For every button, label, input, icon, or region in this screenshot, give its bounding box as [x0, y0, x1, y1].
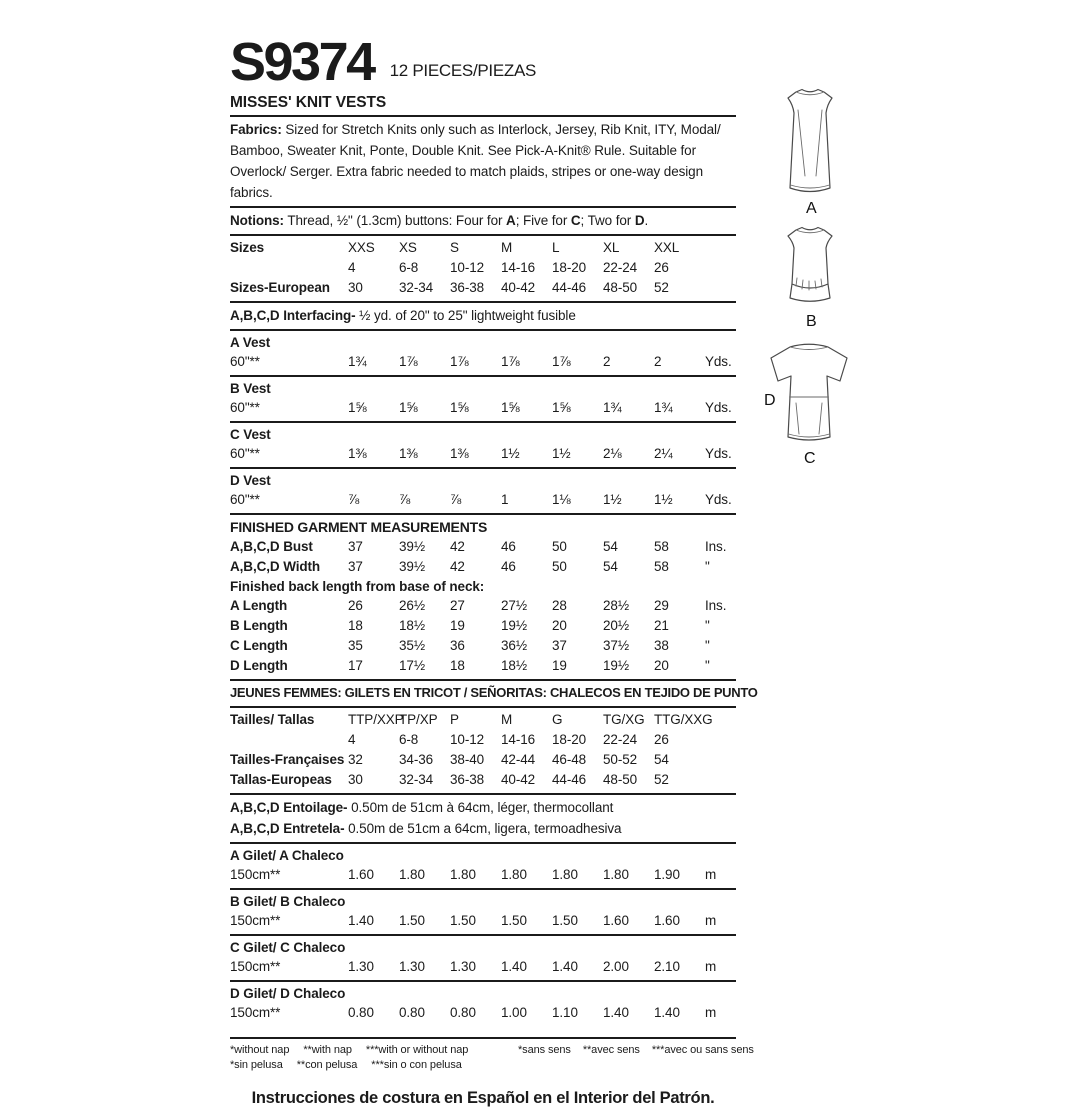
row-unit: "	[705, 658, 710, 673]
row-unit: Yds.	[705, 354, 732, 369]
row-unit: m	[705, 959, 717, 974]
cell: 0.80	[450, 1005, 476, 1020]
divider	[230, 793, 736, 795]
cell: 1.90	[654, 867, 680, 882]
cell: 1⅝	[399, 400, 418, 415]
entoilage-text: 0.50m de 51cm à 64cm, léger, thermocollant	[347, 800, 614, 815]
cell: 22-24	[603, 260, 638, 275]
fabric-width: 60"**	[230, 354, 260, 369]
cell: P	[450, 712, 459, 727]
cell: 1.80	[603, 867, 629, 882]
cell: 1⅝	[501, 400, 520, 415]
pattern-title: MISSES' KNIT VESTS	[230, 94, 387, 111]
cell: 1¾	[348, 354, 367, 369]
cell: ⅞	[399, 492, 411, 507]
cell: 44-46	[552, 280, 587, 295]
row-unit: m	[705, 913, 717, 928]
cell: 40-42	[501, 280, 536, 295]
cell: 20½	[603, 618, 629, 633]
cell: 46	[501, 539, 516, 554]
notions-text: ; Two for	[580, 213, 635, 228]
cell: 28½	[603, 598, 629, 613]
cell: 38	[654, 638, 669, 653]
bust-row	[230, 537, 736, 557]
yardage-row-b	[230, 398, 736, 418]
divider	[230, 980, 736, 982]
cell: 1½	[603, 492, 622, 507]
cell: 1¾	[654, 400, 673, 415]
cell: **con pelusa	[296, 1059, 358, 1071]
yardage-row-c	[230, 444, 736, 464]
cell: 26½	[399, 598, 425, 613]
cell: 1.50	[501, 913, 527, 928]
row-unit: Ins.	[705, 598, 727, 613]
cell: 1.40	[501, 959, 527, 974]
cell: 26	[654, 732, 669, 747]
pieces-count: 12 PIECES/PIEZAS	[389, 61, 537, 80]
cell: 6-8	[399, 260, 419, 275]
cell: 2.10	[654, 959, 680, 974]
row-unit: "	[705, 638, 710, 653]
divider	[230, 706, 736, 708]
back-length-subtitle: Finished back length from base of neck:	[230, 579, 485, 594]
section-d-vest: D Vest	[230, 473, 271, 488]
entretela-text: 0.50m de 51cm a 64cm, ligera, termoadhesiva	[344, 821, 622, 836]
section-a-gilet: A Gilet/ A Chaleco	[230, 848, 344, 863]
cell: ⅞	[450, 492, 462, 507]
notions-text: Thread, ½" (1.3cm) buttons: Four for	[283, 213, 507, 228]
cell: 1⅞	[450, 354, 469, 369]
row-label: Sizes	[230, 240, 265, 255]
cell: 40-42	[501, 772, 536, 787]
cell: 1.40	[348, 913, 374, 928]
divider	[230, 115, 736, 117]
header	[230, 34, 736, 90]
cell: 44-46	[552, 772, 587, 787]
metric-row-d	[230, 1003, 736, 1023]
cell: XS	[399, 240, 417, 255]
cell: 1½	[552, 446, 571, 461]
section-b-vest: B Vest	[230, 381, 271, 396]
section-c-gilet: C Gilet/ C Chaleco	[230, 940, 346, 955]
cell: 6-8	[399, 732, 419, 747]
metric-row-c	[230, 957, 736, 977]
notions-text: ; Five for	[515, 213, 571, 228]
divider	[230, 513, 736, 515]
cell: 32-34	[399, 280, 434, 295]
cell: 1⅝	[348, 400, 367, 415]
fabric-width: 60"**	[230, 492, 260, 507]
cell: *without nap	[230, 1044, 290, 1056]
cell: 1.80	[399, 867, 425, 882]
divider	[230, 301, 736, 303]
cell: ⅞	[348, 492, 360, 507]
cell: 54	[654, 752, 669, 767]
row-unit	[705, 750, 736, 770]
tailles-header-row	[230, 710, 736, 730]
tailles-number-row	[230, 730, 736, 750]
sizes-number-row	[230, 258, 736, 278]
cell: 46-48	[552, 752, 587, 767]
cell: 1.40	[552, 959, 578, 974]
row-label: Tailles/ Tallas	[230, 712, 315, 727]
cell: 1⅞	[501, 354, 520, 369]
cell: 50	[552, 559, 567, 574]
cell: 1⅝	[450, 400, 469, 415]
section-c-vest: C Vest	[230, 427, 271, 442]
cell: TG/XG	[603, 712, 645, 727]
cell: M	[501, 712, 513, 727]
tailles-francaises-row	[230, 750, 736, 770]
view-d-label: D	[764, 392, 776, 409]
cell: 1.60	[348, 867, 374, 882]
row-unit: "	[705, 618, 710, 633]
cell: L	[552, 240, 560, 255]
cell: 1.50	[552, 913, 578, 928]
row-label: B Length	[230, 618, 288, 633]
view-a-label: A	[806, 200, 817, 217]
cell: ***with or without nap	[365, 1044, 469, 1056]
row-unit: Yds.	[705, 400, 732, 415]
row-unit	[705, 238, 736, 258]
row-label: A,B,C,D Bust	[230, 539, 313, 554]
fabrics-text: Sized for Stretch Knits only such as Interlock, Jersey, Rib Knit, ITY, Modal/ Bamboo, Sweater Knit, Ponte, Double Knit. See Pick-A-Knit® Rule. Suitable for Overlock/ Serger. Extra fabric needed to match plaids, stripes or one-way design fabrics.	[230, 122, 721, 200]
notions-view-c: C	[570, 213, 581, 228]
cell: 48-50	[603, 280, 638, 295]
cell: 2⅛	[603, 446, 622, 461]
cell: 19½	[603, 658, 629, 673]
cell: 30	[348, 772, 363, 787]
cell: 14-16	[501, 732, 536, 747]
tallas-europeas-row	[230, 770, 736, 790]
french-spanish-header: JEUNES FEMMES: GILETS EN TRICOT / SEÑORITAS: CHALECOS EN TEJIDO DE PUNTO	[230, 685, 758, 700]
cell: 50	[552, 539, 567, 554]
cell: 1.00	[501, 1005, 527, 1020]
cell: 35	[348, 638, 363, 653]
divider	[230, 206, 736, 208]
cell: 1½	[501, 446, 520, 461]
cell: 37½	[603, 638, 629, 653]
metric-row-a	[230, 865, 736, 885]
cell: 4	[348, 260, 356, 275]
divider	[230, 934, 736, 936]
cell: TP/XP	[399, 712, 438, 727]
divider	[230, 1037, 736, 1039]
cell: 1¾	[603, 400, 622, 415]
notions-view-d: D	[634, 213, 645, 228]
divider	[230, 375, 736, 377]
notions-line	[230, 210, 736, 231]
b-length-row	[230, 616, 736, 636]
cell: 42-44	[501, 752, 536, 767]
row-unit: "	[705, 559, 710, 574]
cell: 19	[450, 618, 465, 633]
cell: 1.60	[603, 913, 629, 928]
cell: 0.80	[399, 1005, 425, 1020]
cell: 19	[552, 658, 567, 673]
vest-a-sketch	[775, 88, 845, 200]
row-label: Sizes-European	[230, 280, 330, 295]
cell: 20	[552, 618, 567, 633]
cell: TTP/XXP	[348, 712, 404, 727]
row-unit: Ins.	[705, 539, 727, 554]
cell: **avec sens	[582, 1044, 640, 1056]
view-c-label: C	[804, 450, 816, 467]
cell: 26	[654, 260, 669, 275]
cell: 32-34	[399, 772, 434, 787]
cell: 27½	[501, 598, 527, 613]
cell: 17½	[399, 658, 425, 673]
vest-c-d-sketch	[763, 340, 855, 448]
cell: 37	[552, 638, 567, 653]
cell: 54	[603, 539, 618, 554]
cell: 18	[450, 658, 465, 673]
cell: ***avec ou sans sens	[651, 1044, 754, 1056]
pattern-number: S9374	[230, 32, 374, 92]
entretela-line	[230, 818, 736, 839]
cell: 2¼	[654, 446, 673, 461]
footnotes-french	[518, 1043, 754, 1058]
sizes-header-row	[230, 238, 736, 258]
cell: 4	[348, 732, 356, 747]
fabric-width: 150cm**	[230, 867, 281, 882]
cell: 58	[654, 559, 669, 574]
row-label: C Length	[230, 638, 288, 653]
entoilage-line	[230, 797, 736, 818]
cell: 1	[501, 492, 509, 507]
fabric-width: 60"**	[230, 446, 260, 461]
cell: 26	[348, 598, 363, 613]
width-row	[230, 557, 736, 577]
vest-b-sketch	[775, 226, 845, 314]
entoilage-label: A,B,C,D Entoilage-	[230, 800, 348, 815]
cell: 35½	[399, 638, 425, 653]
a-length-row	[230, 596, 736, 616]
cell: 0.80	[348, 1005, 374, 1020]
cell: 2	[603, 354, 611, 369]
cell: 1⅜	[399, 446, 418, 461]
row-label: A,B,C,D Width	[230, 559, 321, 574]
divider	[230, 842, 736, 844]
interfacing-line	[230, 305, 736, 326]
cell: 19½	[501, 618, 527, 633]
row-unit	[705, 258, 736, 278]
cell: 27	[450, 598, 465, 613]
section-d-gilet: D Gilet/ D Chaleco	[230, 986, 346, 1001]
footnotes-spanish	[230, 1058, 736, 1073]
cell: *sans sens	[518, 1044, 571, 1056]
spanish-instructions-note: Instrucciones de costura en Español en el Interior del Patrón.	[251, 1089, 715, 1107]
row-label	[230, 730, 348, 750]
cell: 1.30	[348, 959, 374, 974]
cell: 1.30	[450, 959, 476, 974]
cell: 1.50	[399, 913, 425, 928]
cell: 1.40	[654, 1005, 680, 1020]
row-unit	[705, 730, 736, 750]
cell: ***sin o con pelusa	[371, 1059, 462, 1071]
cell: 21	[654, 618, 669, 633]
cell: 1⅝	[552, 400, 571, 415]
cell: 22-24	[603, 732, 638, 747]
cell: 48-50	[603, 772, 638, 787]
section-a-vest: A Vest	[230, 335, 271, 350]
cell: 36-38	[450, 280, 485, 295]
fabric-width: 150cm**	[230, 959, 281, 974]
cell: 52	[654, 280, 669, 295]
row-unit: m	[705, 1005, 717, 1020]
fabric-width: 150cm**	[230, 913, 281, 928]
cell: 1.80	[450, 867, 476, 882]
cell: 18½	[399, 618, 425, 633]
cell: 37	[348, 539, 363, 554]
cell: 50-52	[603, 752, 638, 767]
cell: XL	[603, 240, 620, 255]
cell: XXS	[348, 240, 375, 255]
divider	[230, 234, 736, 236]
cell: 34-36	[399, 752, 434, 767]
cell: TTG/XXG	[654, 712, 713, 727]
finished-measurements-title: FINISHED GARMENT MEASUREMENTS	[230, 519, 488, 535]
cell: 10-12	[450, 260, 485, 275]
row-label: D Length	[230, 658, 288, 673]
cell: 30	[348, 280, 363, 295]
cell: 38-40	[450, 752, 485, 767]
cell: 20	[654, 658, 669, 673]
cell: 1⅞	[552, 354, 571, 369]
main-column	[230, 32, 758, 1108]
row-label: A Length	[230, 598, 288, 613]
row-label: Tallas-Europeas	[230, 772, 332, 787]
notions-text: .	[644, 213, 649, 228]
cell: 18½	[501, 658, 527, 673]
cell: 10-12	[450, 732, 485, 747]
cell: 17	[348, 658, 363, 673]
cell: 1.60	[654, 913, 680, 928]
cell: 14-16	[501, 260, 536, 275]
d-length-row	[230, 656, 736, 676]
cell: 39½	[399, 559, 425, 574]
row-unit	[705, 278, 736, 298]
metric-row-b	[230, 911, 736, 931]
cell: 46	[501, 559, 516, 574]
divider	[230, 329, 736, 331]
row-unit	[705, 770, 736, 790]
cell: 18-20	[552, 732, 587, 747]
row-unit: Yds.	[705, 446, 732, 461]
cell: 42	[450, 539, 465, 554]
cell: 36-38	[450, 772, 485, 787]
cell: 37	[348, 559, 363, 574]
row-unit: m	[705, 867, 717, 882]
cell: 36	[450, 638, 465, 653]
cell: *sin pelusa	[230, 1059, 283, 1071]
cell: 2.00	[603, 959, 629, 974]
cell: 32	[348, 752, 363, 767]
cell: S	[450, 240, 459, 255]
divider	[230, 888, 736, 890]
cell: 2	[654, 354, 662, 369]
interfacing-text: ½ yd. of 20" to 25" lightweight fusible	[355, 308, 576, 323]
notions-label: Notions:	[230, 213, 284, 228]
cell: 1⅜	[450, 446, 469, 461]
divider	[230, 679, 736, 681]
sizes-european-row	[230, 278, 736, 298]
fabrics-label: Fabrics:	[230, 122, 282, 137]
cell: 42	[450, 559, 465, 574]
cell: 1½	[654, 492, 673, 507]
cell: 1.50	[450, 913, 476, 928]
cell: 52	[654, 772, 669, 787]
cell: 36½	[501, 638, 527, 653]
section-b-gilet: B Gilet/ B Chaleco	[230, 894, 346, 909]
cell: 1.40	[603, 1005, 629, 1020]
notions-view-a: A	[506, 213, 516, 228]
cell: 1⅛	[552, 492, 571, 507]
cell: 18-20	[552, 260, 587, 275]
divider	[230, 421, 736, 423]
cell: 29	[654, 598, 669, 613]
interfacing-label: A,B,C,D Interfacing-	[230, 308, 356, 323]
footnotes	[230, 1043, 754, 1073]
cell: 1⅞	[399, 354, 418, 369]
divider	[230, 467, 736, 469]
entretela-label: A,B,C,D Entretela-	[230, 821, 345, 836]
c-length-row	[230, 636, 736, 656]
cell: 1.30	[399, 959, 425, 974]
view-b-label: B	[806, 313, 817, 330]
cell: 1.80	[552, 867, 578, 882]
row-label	[230, 258, 348, 278]
row-unit: Yds.	[705, 492, 732, 507]
fabrics-paragraph	[230, 119, 736, 203]
fabric-width: 60"**	[230, 400, 260, 415]
cell: 28	[552, 598, 567, 613]
cell: 1⅜	[348, 446, 367, 461]
cell: 58	[654, 539, 669, 554]
cell: 39½	[399, 539, 425, 554]
cell: M	[501, 240, 513, 255]
cell: 18	[348, 618, 363, 633]
cell: G	[552, 712, 563, 727]
yardage-row-a	[230, 352, 736, 372]
cell: 54	[603, 559, 618, 574]
fabric-width: 150cm**	[230, 1005, 281, 1020]
yardage-row-d	[230, 490, 736, 510]
row-label: Tailles-Françaises	[230, 752, 345, 767]
cell: **with nap	[303, 1044, 352, 1056]
cell: 1.10	[552, 1005, 578, 1020]
cell: XXL	[654, 240, 680, 255]
cell: 1.80	[501, 867, 527, 882]
